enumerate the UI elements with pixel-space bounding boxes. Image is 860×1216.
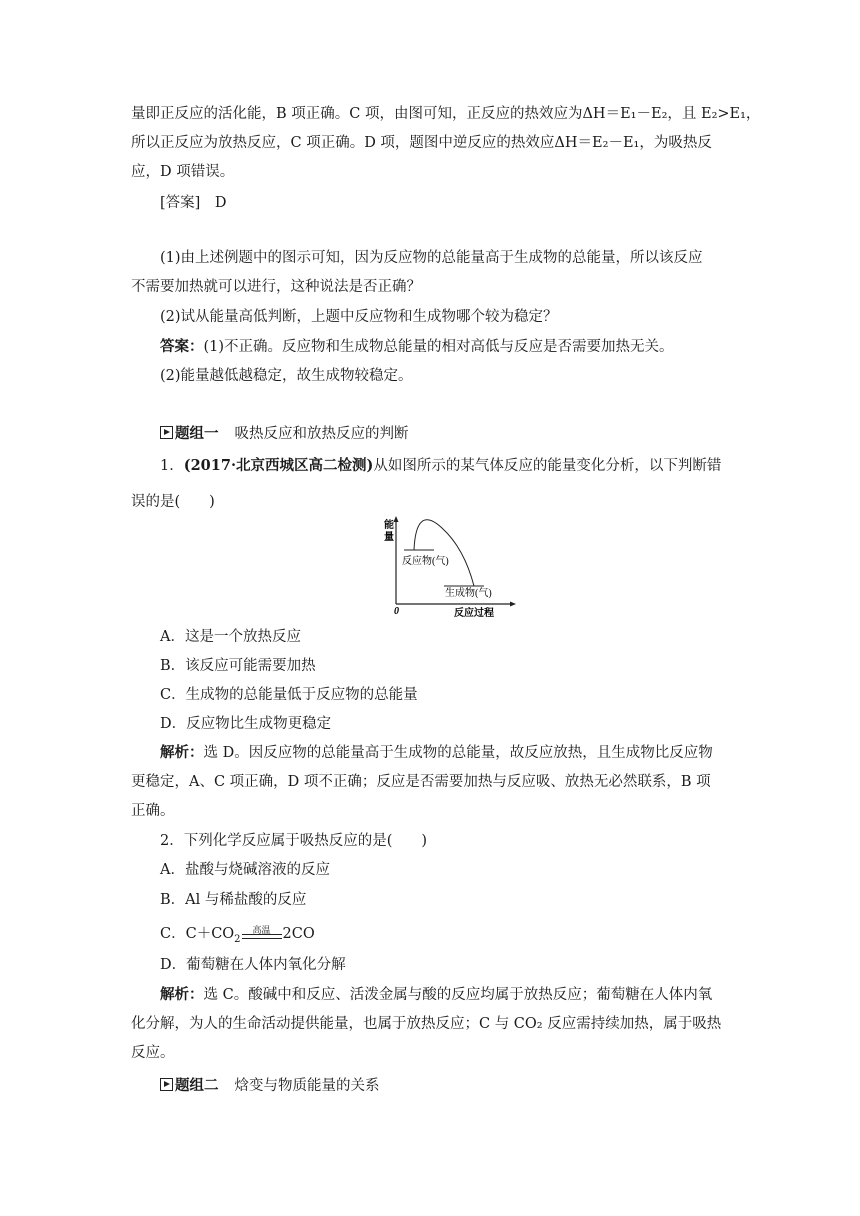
q1-analysis-line-2: 更稳定，A、C 项正确，D 项不正确；反应是否需要加热与反应吸、放热无必然联系，B 项: [131, 774, 711, 790]
q2-option-c: [160, 924, 315, 950]
q1-analysis-line-1: [160, 743, 713, 763]
condition-label: 高温: [252, 926, 271, 936]
reactant-label: 反应物(气): [402, 556, 449, 567]
q2-option-d: D．葡萄糖在人体内氧化分解: [160, 957, 346, 973]
option-c-prefix: C．C＋CO: [160, 926, 235, 942]
analysis-label: 解析：: [160, 744, 204, 761]
question-number: 1．: [160, 458, 184, 474]
x-axis-arrow-icon: [510, 602, 516, 607]
equals-arrow-icon: [242, 934, 282, 939]
q2-analysis-line-2: 化分解，为人的生命活动提供能量，也属于放热反应；C 与 CO₂ 反应需持续加热，属于吸热: [131, 1016, 722, 1032]
q2-option-b: B．Al 与稀盐酸的反应: [160, 892, 307, 908]
product-label: 生成物(气): [445, 588, 492, 599]
explanation-line-2: 所以正反应为放热反应，C 项正确。D 项，题图中逆反应的热效应ΔH＝E₂－E₁，为吸热反: [131, 135, 712, 151]
q2-analysis-line-1: [160, 985, 712, 1005]
activation-curve: [414, 520, 474, 586]
group-heading-2: [160, 1074, 380, 1095]
explanation-line-1: 量即正反应的活化能，B 项正确。C 项，由图可知，正反应的热效应为ΔH＝E₁－E₂，且 E₂>E₁，: [131, 106, 761, 122]
question-1-stem-line-2: 误的是( ): [131, 494, 215, 510]
q1-option-d: D．反应物比生成物更稳定: [160, 716, 332, 732]
group-title: 焓变与物质能量的关系: [234, 1078, 380, 1094]
group-label: 题组二: [175, 1077, 219, 1094]
answer-label: 答案：: [160, 338, 204, 355]
question-stem: 从如图所示的某气体反应的能量变化分析，以下判断错: [373, 458, 722, 474]
play-box-icon: [160, 1078, 173, 1091]
q2-analysis-line-3: 反应。: [131, 1045, 175, 1061]
question-2-stem: 2．下列化学反应属于吸热反应的是( ): [160, 833, 428, 849]
analysis-label: 解析：: [160, 986, 204, 1003]
group-heading-1: [160, 422, 409, 443]
think-answer-2: (2)能量越低越稳定，故生成物较稳定。: [160, 368, 413, 384]
answer-line: [答案] D: [160, 195, 227, 211]
q1-option-a: A．这是一个放热反应: [160, 629, 301, 645]
q1-analysis-line-3: 正确。: [131, 803, 175, 819]
y-axis-label-1: 能: [384, 520, 394, 531]
question-1-stem-line-1: [160, 456, 721, 476]
think-question-1-line-1: (1)由上述例题中的图示可知，因为反应物的总能量高于生成物的总能量，所以该反应: [160, 250, 703, 266]
think-question-1-line-2: 不需要加热就可以进行，这种说法是否正确？: [131, 279, 421, 295]
think-question-2: (2)试从能量高低判断，上题中反应物和生成物哪个较为稳定？: [160, 309, 558, 325]
think-answer-1: [160, 337, 674, 357]
explanation-line-3: 应，D 项错误。: [131, 164, 235, 180]
reaction-condition: [242, 927, 282, 941]
group-title: 吸热反应和放热反应的判断: [234, 426, 409, 442]
analysis-text: 选 D。因反应物的总能量高于生成物的总能量，故反应放热，且生成物比反应物: [203, 745, 713, 761]
play-box-icon: [160, 426, 173, 439]
answer-text-1: (1)不正确。反应物和生成物总能量的相对高低与反应是否需要加热无关。: [203, 339, 674, 355]
q1-option-b: B．该反应可能需要加热: [160, 658, 316, 674]
q2-option-a: A．盐酸与烧碱溶液的反应: [160, 862, 330, 878]
question-source: (2017·北京西城区高二检测): [183, 457, 374, 474]
y-axis-arrow-icon: [394, 516, 399, 522]
group-label: 题组一: [175, 425, 219, 442]
y-axis-label-2: 量: [384, 532, 394, 543]
x-axis-label: 反应过程: [454, 608, 494, 618]
option-c-suffix: 2CO: [282, 926, 315, 942]
co2-subscript: 2: [234, 933, 241, 945]
analysis-text: 选 C。酸碱中和反应、活泼金属与酸的反应均属于放热反应；葡萄糖在人体内氧: [203, 987, 713, 1003]
origin-label: 0: [394, 606, 399, 617]
q1-option-c: C．生成物的总能量低于反应物的总能量: [160, 687, 418, 703]
energy-diagram: [366, 516, 516, 618]
